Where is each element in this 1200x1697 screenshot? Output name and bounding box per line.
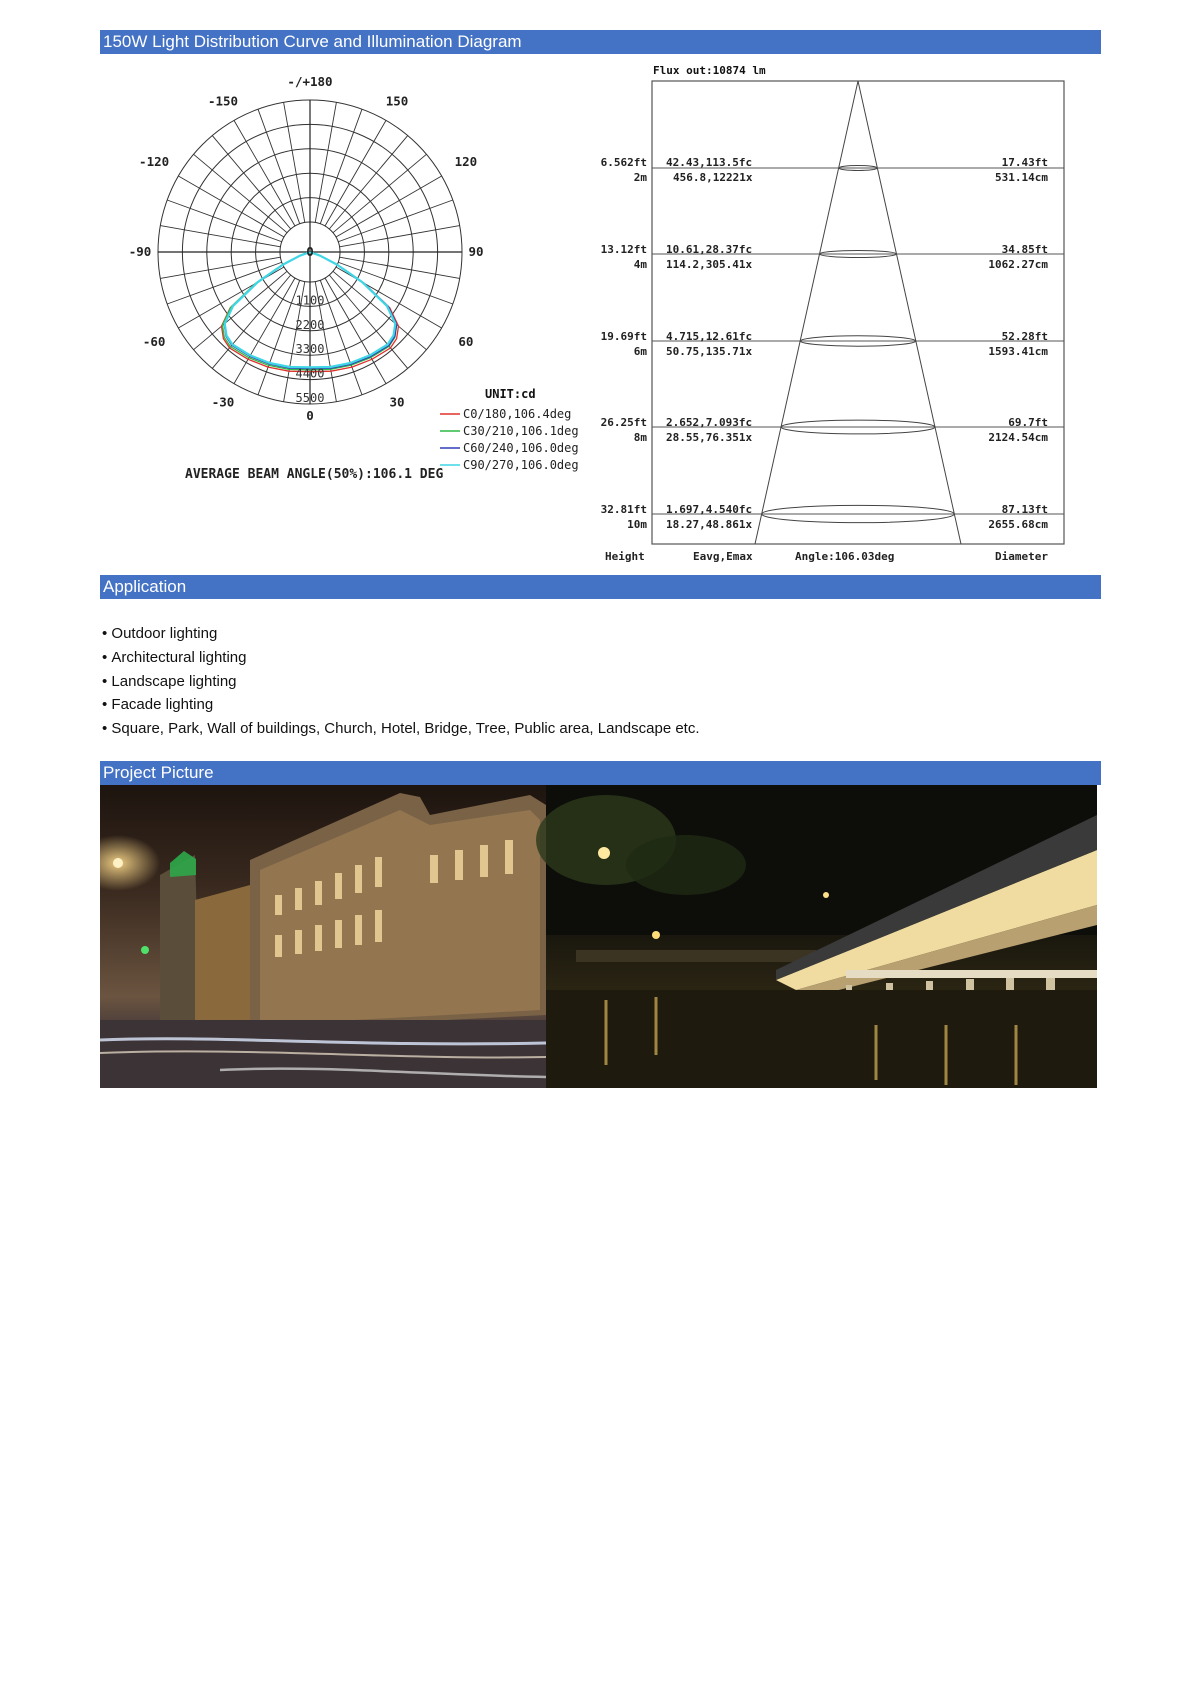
cone-edge — [858, 81, 961, 544]
polar-spoke — [315, 102, 336, 222]
legend-entry: C60/240,106.0deg — [463, 441, 579, 455]
polar-spoke — [212, 136, 290, 229]
angle-label-120: 120 — [454, 154, 478, 169]
height-m: 4m — [633, 258, 647, 271]
radial-label: 1100 — [295, 293, 325, 308]
eavg-lx: 114.2,305.41x — [666, 258, 753, 271]
polar-spoke — [284, 102, 305, 222]
section-header-application: Application — [100, 575, 1101, 599]
center-label: 0 — [306, 244, 314, 259]
list-item: • Square, Park, Wall of buildings, Church, Hotel, Bridge, Tree, Public area, Landscape etc. — [102, 717, 700, 741]
legend-entry: C90/270,106.0deg — [463, 458, 579, 472]
application-list — [102, 622, 700, 741]
radial-label: 5500 — [295, 391, 325, 405]
footer-diameter: Diameter — [995, 550, 1048, 563]
cone-edge — [755, 81, 858, 544]
height-ft: 6.562ft — [600, 156, 647, 169]
polar-spoke — [258, 109, 300, 224]
diameter-cm: 2124.54cm — [988, 431, 1048, 444]
radial-label: 4400 — [295, 366, 325, 381]
diameter-ft: 17.43ft — [1001, 156, 1048, 169]
polar-legend — [440, 407, 579, 472]
section-header-light-distribution: 150W Light Distribution Curve and Illumination Diagram — [100, 30, 1101, 54]
diameter-cm: 1593.41cm — [988, 345, 1048, 358]
footer-eavg: Eavg,Emax — [693, 550, 753, 563]
eavg-lx: 456.8,12221x — [673, 171, 753, 184]
polar-spoke — [160, 226, 280, 247]
height-m: 8m — [633, 431, 647, 444]
diameter-cm: 1062.27cm — [988, 258, 1048, 271]
height-m: 6m — [633, 345, 647, 358]
row — [601, 503, 1049, 531]
radial-label: 2200 — [295, 317, 325, 332]
diameter-ft: 34.85ft — [1001, 243, 1048, 256]
list-item: • Architectural lighting — [102, 646, 700, 670]
angle-label-m60: -60 — [142, 334, 166, 349]
legend-entry: C0/180,106.4deg — [463, 407, 572, 421]
flux-label: Flux out:10874 lm — [653, 64, 766, 77]
city-building-night-photo — [100, 785, 546, 1088]
row — [601, 156, 1049, 184]
polar-spoke — [167, 200, 282, 242]
height-m: 2m — [633, 171, 647, 184]
row — [601, 416, 1049, 444]
cone-lines — [652, 81, 1064, 544]
diameter-ft: 52.28ft — [1001, 330, 1048, 343]
height-ft: 13.12ft — [600, 243, 647, 256]
polar-spoke — [160, 257, 280, 278]
footer-angle: Angle:106.03deg — [795, 550, 895, 563]
polar-spoke — [194, 154, 287, 232]
angle-label-m90: -90 — [128, 244, 152, 259]
eavg-fc: 42.43,113.5fc — [666, 156, 753, 169]
list-item: • Outdoor lighting — [102, 622, 700, 646]
polar-spoke — [340, 257, 460, 278]
unit-label: UNIT:cd — [485, 387, 536, 401]
polar-spoke — [340, 226, 460, 247]
list-item: • Landscape lighting — [102, 670, 700, 694]
polar-spoke — [338, 200, 453, 242]
polar-spoke — [329, 136, 407, 229]
eavg-fc: 4.715,12.61fc — [666, 330, 753, 343]
radial-label: 3300 — [295, 342, 325, 357]
footer-height: Height — [605, 550, 645, 563]
eavg-fc: 2.652,7.093fc — [666, 416, 753, 429]
diameter-cm: 531.14cm — [995, 171, 1048, 184]
row — [601, 243, 1049, 271]
angle-label-m30: -30 — [211, 394, 235, 410]
polar-spoke — [258, 280, 300, 395]
illumination-diagram — [590, 60, 1090, 570]
eavg-lx: 18.27,48.861x — [666, 518, 753, 531]
bridge-river-night-photo — [546, 785, 1097, 1088]
polar-distribution-chart — [128, 74, 600, 502]
height-ft: 32.81ft — [600, 503, 647, 516]
angle-label-90: 90 — [468, 244, 484, 259]
angle-label-0: 0 — [306, 408, 314, 423]
polar-spoke — [333, 271, 426, 349]
polar-spoke — [320, 280, 362, 395]
illumination-rows — [601, 156, 1049, 531]
eavg-fc: 10.61,28.37fc — [666, 243, 753, 256]
height-m: 10m — [627, 518, 647, 531]
section-header-project-picture: Project Picture — [100, 761, 1101, 785]
polar-spoke — [320, 109, 362, 224]
angle-label-m120: -120 — [139, 154, 170, 169]
angle-label-30: 30 — [389, 394, 405, 410]
eavg-fc: 1.697,4.540fc — [666, 503, 753, 516]
height-ft: 19.69ft — [600, 330, 647, 343]
angle-label-60: 60 — [458, 334, 474, 349]
diagram-frame — [652, 81, 1064, 544]
legend-entry: C30/210,106.1deg — [463, 424, 579, 438]
diameter-ft: 87.13ft — [1001, 503, 1048, 516]
angle-label-150: 150 — [385, 93, 409, 109]
polar-spoke — [167, 262, 282, 304]
eavg-lx: 28.55,76.351x — [666, 431, 753, 444]
eavg-lx: 50.75,135.71x — [666, 345, 753, 358]
angle-label-180: -/+180 — [287, 74, 333, 89]
row — [601, 330, 1049, 358]
diameter-ft: 69.7ft — [1008, 416, 1048, 429]
angle-label-m150: -150 — [207, 93, 239, 109]
polar-spoke — [194, 271, 287, 349]
polar-spoke — [338, 262, 453, 304]
polar-spoke — [333, 154, 426, 232]
diameter-cm: 2655.68cm — [988, 518, 1048, 531]
beam-angle-label: AVERAGE BEAM ANGLE(50%):106.1 DEG — [185, 467, 444, 482]
list-item: • Facade lighting — [102, 693, 700, 717]
height-ft: 26.25ft — [600, 416, 647, 429]
